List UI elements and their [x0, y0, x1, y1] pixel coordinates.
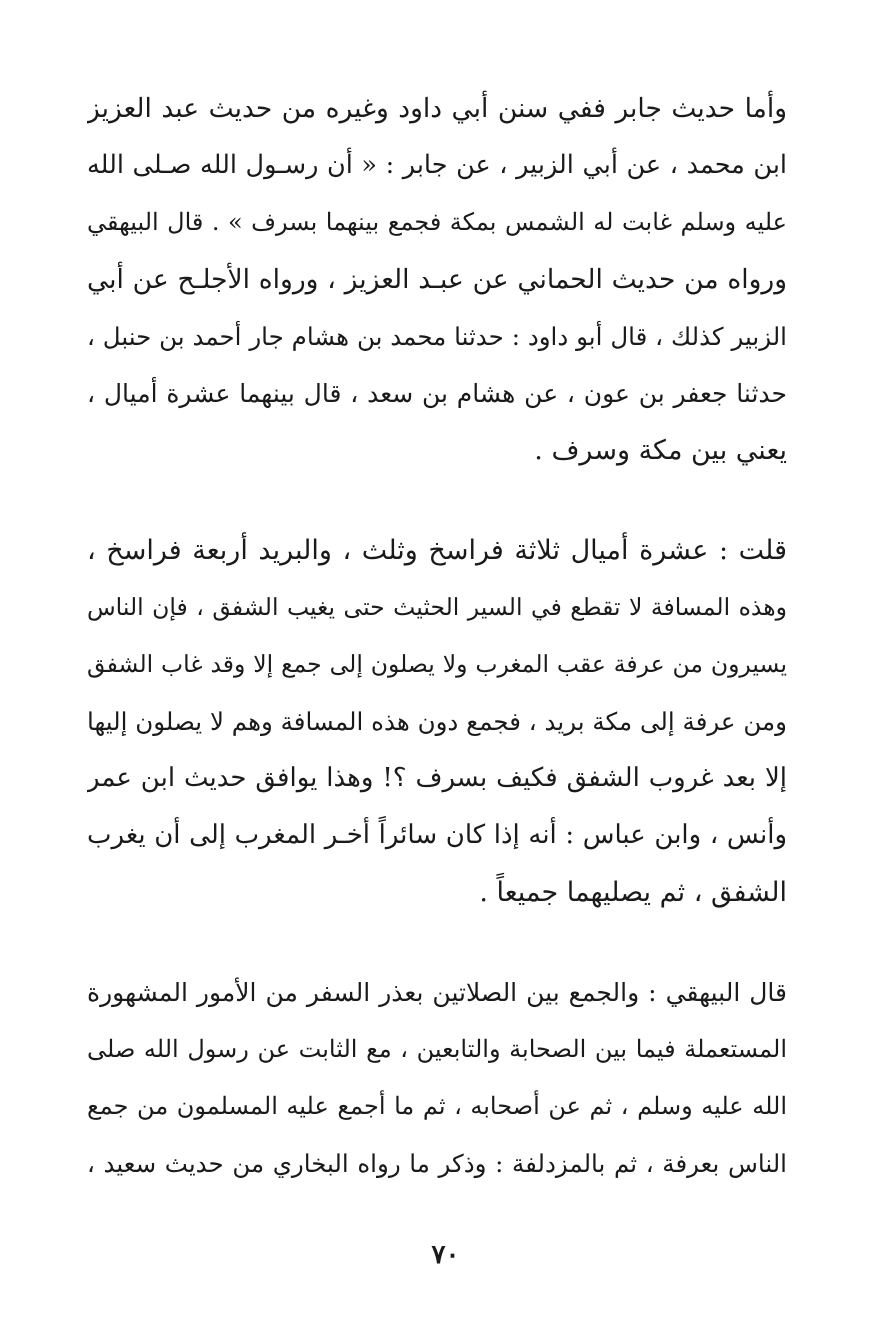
text-line: ورواه من حديث الحماني عن عبـد العزيز ، ورواه الأجلـح عن أبي: [87, 264, 787, 295]
paragraph-1: [87, 80, 787, 479]
text-line: وهذه المسافة لا تقطع في السير الحثيث حتى يغيب الشفق ، فإن الناس: [87, 593, 787, 621]
text-line: الشفق ، ثم يصليهما جميعاً .: [479, 877, 787, 908]
text-line: الله عليه وسلم ، ثم عن أصحابه ، ثم ما أجمع عليه المسلمون من جمع: [87, 1092, 787, 1120]
paragraph-2: [87, 522, 787, 921]
paragraph-3: [87, 964, 787, 1192]
text-line: وأنس ، وابن عباس : أنه إذا كان سائراً أخـر المغرب إلى أن يغرب: [87, 820, 787, 850]
text-line: قلت : عشرة أميال ثلاثة فراسخ وثلث ، والبريد أربعة فراسخ ،: [87, 535, 787, 566]
text-line: إلا بعد غروب الشفق فكيف بسرف ؟! وهذا يوافق حديث ابن عمر: [87, 763, 787, 793]
text-line: حدثنا جعفر بن عون ، عن هشام بن سعد ، قال بينهما عشرة أميال ،: [87, 379, 787, 408]
text-line: عليه وسلم غابت له الشمس بمكة فجمع بينهما بسرف » . قال البيهقي: [87, 208, 787, 236]
text-line: الناس بعرفة ، ثم بالمزدلفة : وذكر ما رواه البخاري من حديث سعيد ،: [87, 1149, 787, 1178]
text-line: المستعملة فيما بين الصحابة والتابعين ، مع الثابت عن رسول الله صلى: [87, 1035, 787, 1063]
text-line: ومن عرفة إلى مكة بريد ، فجمع دون هذه المسافة وهم لا يصلون إليها: [87, 707, 787, 736]
text-line: الزبير كذلك ، قال أبو داود : حدثنا محمد بن هشام جار أحمد بن حنبل ،: [87, 322, 787, 351]
text-line: قال البيهقي : والجمع بين الصلاتين بعذر السفر من الأمور المشهورة: [87, 978, 787, 1007]
text-line: يسيرون من عرفة عقب المغرب ولا يصلون إلى جمع إلا وقد غاب الشفق: [87, 650, 787, 678]
text-line: ابن محمد ، عن أبي الزبير ، عن جابر : « أن رسـول الله صـلى الله: [87, 150, 787, 180]
text-line: يعني بين مكة وسرف .: [534, 435, 787, 466]
page-number: ٧٠: [431, 1240, 460, 1270]
text-line: وأما حديث جابر ففي سنن أبي داود وغيره من حديث عبد العزيز: [87, 93, 787, 124]
